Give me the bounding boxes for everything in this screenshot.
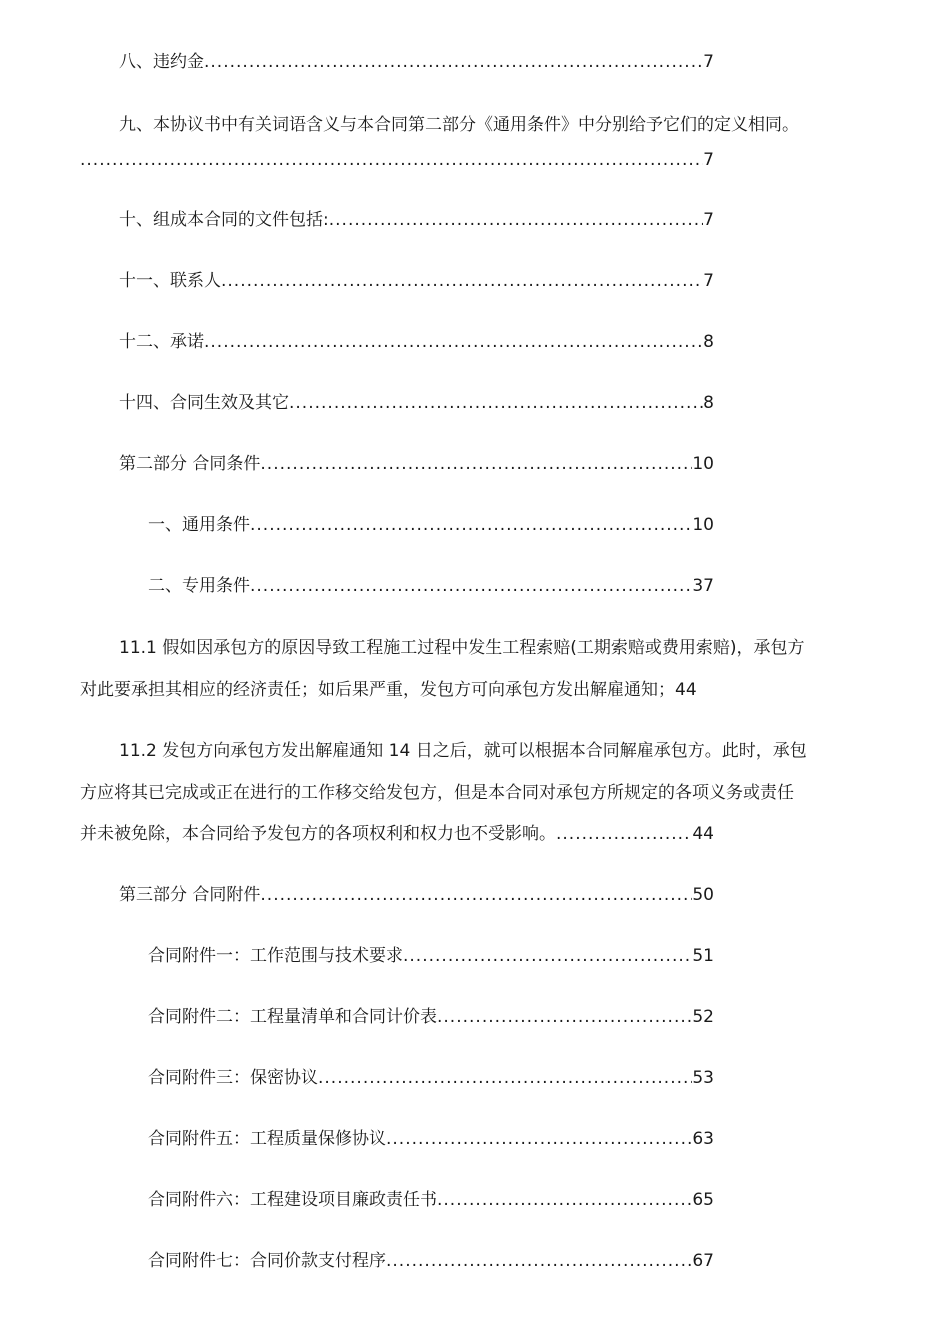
toc-entry-title: 合同附件一：工作范围与技术要求	[148, 946, 403, 966]
toc-entry-title: 合同附件三：保密协议	[148, 1068, 318, 1088]
toc-entry-title: 方应将其已完成或正在进行的工作移交给发包方，但是本合同对承包方所规定的各项义务或责任	[80, 783, 794, 803]
toc-page-number: 67	[692, 1251, 714, 1271]
toc-entry-annex-6[interactable]	[148, 1188, 714, 1212]
toc-entry-clause-11-2-line3[interactable]	[80, 822, 714, 846]
toc-entry-annex-5[interactable]	[148, 1127, 714, 1151]
toc-dot-leader	[289, 391, 703, 415]
toc-entry-title: 一、通用条件	[148, 515, 250, 535]
toc-entry-effectiveness[interactable]	[119, 391, 714, 415]
toc-entry-title: 第三部分 合同附件	[119, 885, 261, 905]
toc-entry-title: 合同附件七：合同价款支付程序	[148, 1251, 386, 1271]
toc-page-number: 8	[703, 393, 714, 413]
toc-page-number: 37	[692, 576, 714, 596]
toc-page-number: 51	[692, 946, 714, 966]
toc-dot-leader	[260, 883, 692, 907]
toc-page-number: 10	[692, 515, 714, 535]
toc-dot-leader	[437, 1005, 692, 1029]
toc-dot-leader	[80, 148, 703, 172]
toc-entry-penalty[interactable]	[119, 50, 714, 74]
toc-entry-title: 合同附件二：工程量清单和合同计价表	[148, 1007, 437, 1027]
toc-page-number: 10	[692, 454, 714, 474]
toc-entry-title: 十二、承诺	[119, 332, 204, 352]
toc-dot-leader	[386, 1249, 692, 1273]
toc-entry-part-two[interactable]	[119, 452, 714, 476]
toc-page-number: 7	[703, 271, 714, 291]
toc-page-number: 53	[692, 1068, 714, 1088]
toc-entry-title: 11.2 发包方向承包方发出解雇通知 14 日之后，就可以根据本合同解雇承包方。此时，承包	[119, 741, 807, 761]
toc-page-number: 7	[703, 52, 714, 72]
toc-entry-definitions-line2[interactable]	[80, 148, 714, 172]
toc-page-number: 65	[692, 1190, 714, 1210]
toc-entry-title: 合同附件五：工程质量保修协议	[148, 1129, 386, 1149]
toc-entry-title: 并未被免除，本合同给予发包方的各项权利和权力也不受影响。	[80, 824, 556, 844]
toc-entry-part-three[interactable]	[119, 883, 714, 907]
toc-entry-annex-1[interactable]	[148, 944, 714, 968]
toc-dot-leader	[204, 50, 703, 74]
toc-entry-clause-11-2-line2[interactable]	[80, 781, 909, 805]
toc-entry-clause-11-2-line1[interactable]	[119, 739, 909, 763]
toc-dot-leader	[260, 452, 692, 476]
toc-entry-title: 十一、联系人	[119, 271, 221, 291]
toc-entry-definitions-line1[interactable]	[119, 113, 909, 137]
toc-page-number: 44	[692, 824, 714, 844]
toc-page-number: 7	[703, 150, 714, 170]
toc-entry-general-conditions[interactable]	[148, 513, 714, 537]
toc-page-number: 7	[703, 210, 714, 230]
toc-dot-leader	[221, 269, 703, 293]
toc-entry-title: 十四、合同生效及其它	[119, 393, 289, 413]
toc-dot-leader	[250, 513, 692, 537]
toc-entry-commitment[interactable]	[119, 330, 714, 354]
toc-dot-leader	[318, 1066, 692, 1090]
toc-page-number: 50	[692, 885, 714, 905]
toc-entry-title: 八、违约金	[119, 52, 204, 72]
toc-entry-title: 11.1 假如因承包方的原因导致工程施工过程中发生工程索赔(工期索赔或费用索赔)，承包方	[119, 638, 805, 658]
toc-dot-leader	[386, 1127, 692, 1151]
toc-page-number: 63	[692, 1129, 714, 1149]
toc-entry-title: 合同附件六：工程建设项目廉政责任书	[148, 1190, 437, 1210]
toc-entry-contract-documents[interactable]	[119, 208, 714, 232]
toc-entry-title: 对此要承担其相应的经济责任；如后果严重，发包方可向承包方发出解雇通知；	[80, 680, 675, 700]
toc-page-number: 44	[675, 680, 697, 700]
toc-dot-leader	[403, 944, 692, 968]
toc-page-number: 8	[703, 332, 714, 352]
toc-entry-annex-2[interactable]	[148, 1005, 714, 1029]
toc-page-number: 52	[692, 1007, 714, 1027]
toc-entry-annex-7[interactable]	[148, 1249, 714, 1273]
toc-entry-contact-person[interactable]	[119, 269, 714, 293]
toc-entry-title: 十、组成本合同的文件包括:	[119, 210, 329, 230]
toc-entry-annex-3[interactable]	[148, 1066, 714, 1090]
toc-entry-special-conditions[interactable]	[148, 574, 714, 598]
toc-dot-leader	[556, 822, 692, 846]
toc-entry-title: 九、本协议书中有关词语含义与本合同第二部分《通用条件》中分别给予它们的定义相同。	[119, 115, 799, 135]
toc-entry-clause-11-1-line1[interactable]	[119, 636, 909, 660]
toc-entry-title: 二、专用条件	[148, 576, 250, 596]
toc-entry-title: 第二部分 合同条件	[119, 454, 261, 474]
toc-dot-leader	[437, 1188, 692, 1212]
toc-entry-clause-11-1-line2[interactable]	[80, 678, 860, 702]
toc-dot-leader	[250, 574, 692, 598]
toc-dot-leader	[329, 208, 703, 232]
toc-dot-leader	[204, 330, 703, 354]
